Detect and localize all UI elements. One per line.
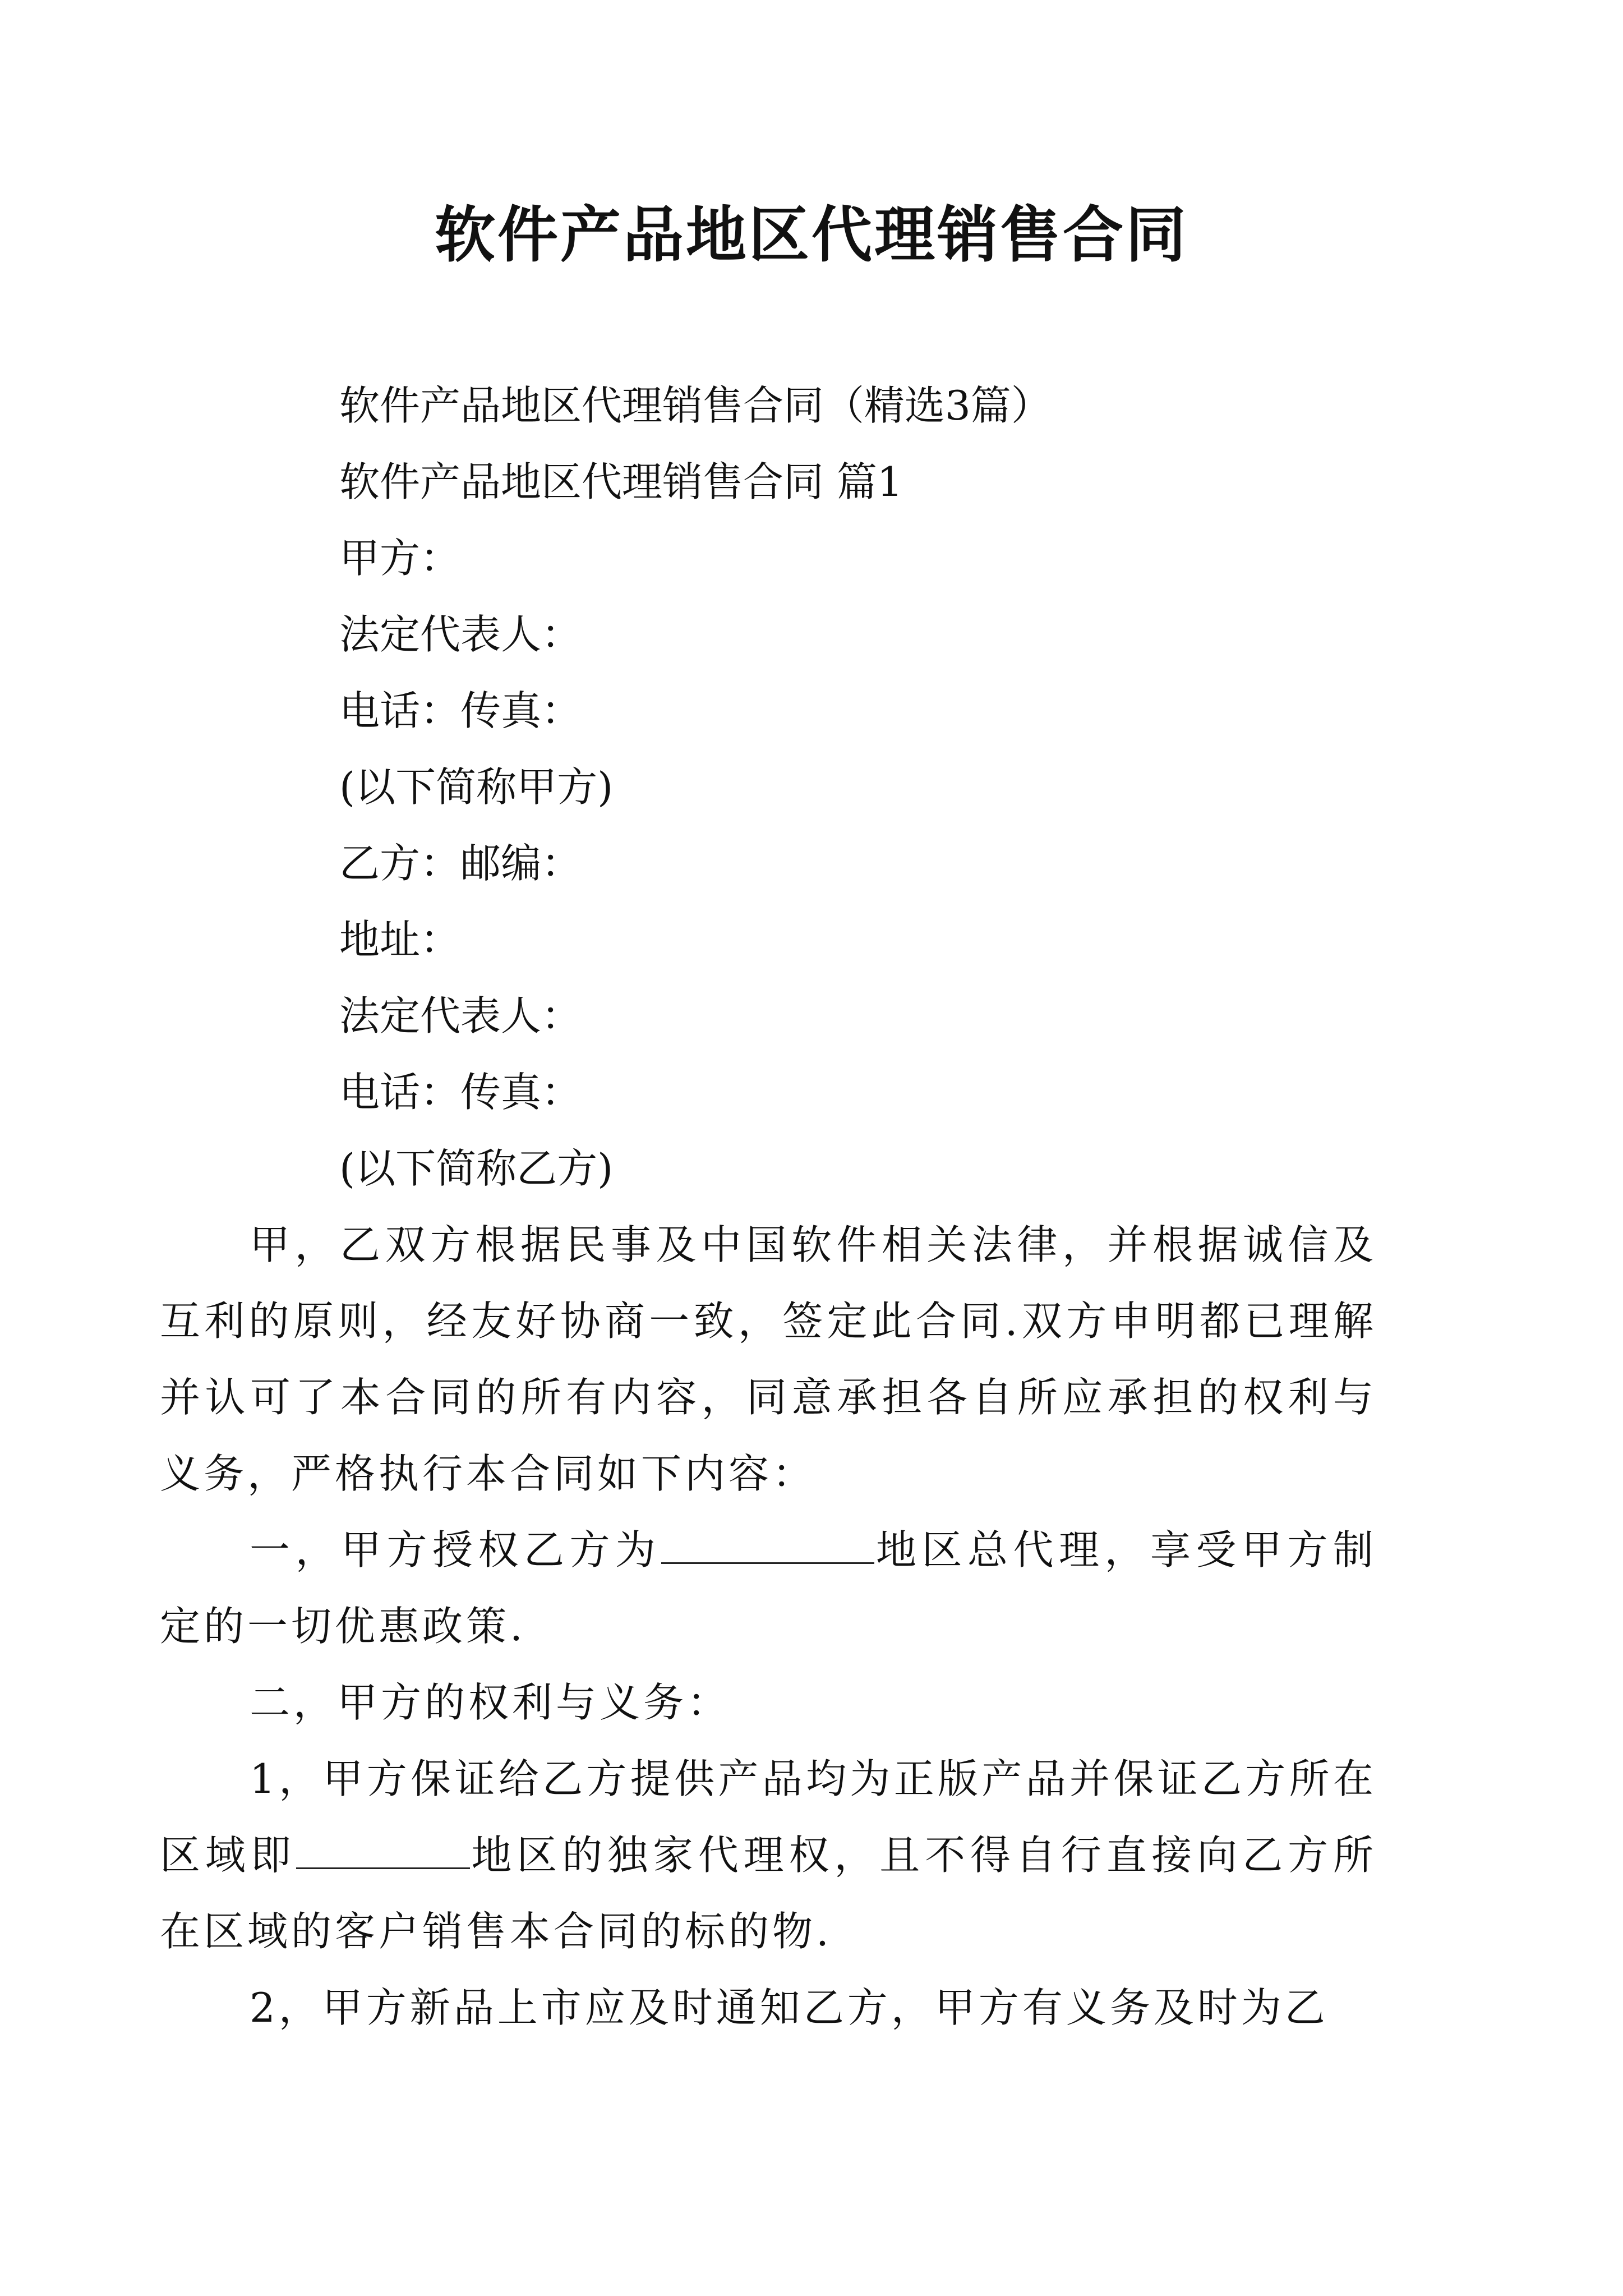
- subtitle-line: 软件产品地区代理销售合同（精选3篇）: [339, 382, 1052, 429]
- region-blank-field[interactable]: [661, 1529, 874, 1564]
- item-1-text-a: 1，甲方保证给乙方提供产品均为正版产品并保证乙方所在区域即: [160, 1755, 1377, 1879]
- party-a-representative: 法定代表人：: [339, 611, 582, 658]
- item-2-paragraph: 2，甲方新品上市应及时通知乙方，甲方有义务及时为乙: [250, 1984, 1329, 2031]
- document-title: 软件产品地区代理销售合同: [434, 200, 1188, 270]
- item-1-text-b: 地区的独家代理权，且不得自行直接向乙方所在区域的客户销售本合同的标的物.: [160, 1832, 1377, 1955]
- party-a-phone-fax: 电话：传真：: [339, 687, 582, 734]
- clause-1-text-b: 地区总代理，享受甲方制定的一切优惠政策.: [160, 1526, 1377, 1650]
- clause-1-text-a: 一，甲方授权乙方为: [250, 1526, 661, 1573]
- party-b-alias: (以下简称乙方): [339, 1145, 614, 1192]
- party-a-alias: (以下简称甲方): [339, 763, 614, 811]
- clause-1-paragraph: [160, 1512, 1377, 1664]
- party-b-address: 地址：: [339, 916, 461, 963]
- document-body: [160, 367, 1377, 2046]
- intro-paragraph: 甲，乙双方根据民事及中国软件相关法律，并根据诚信及互利的原则，经友好协商一致，签定此合同.双方申明都已理解并认可了本合同的所有内容，同意承担各自所应承担的权利与义务，严格执行本合同如下内容：: [160, 1221, 1377, 1497]
- part-heading: 软件产品地区代理销售合同 篇1: [339, 458, 903, 505]
- party-b-representative: 法定代表人：: [339, 992, 582, 1039]
- clause-2-heading: 二，甲方的权利与义务：: [250, 1679, 731, 1726]
- territory-blank-field[interactable]: [296, 1834, 470, 1869]
- party-b-label: 乙方：邮编：: [339, 840, 582, 887]
- item-1-paragraph: [160, 1741, 1377, 1970]
- party-a-label: 甲方：: [339, 535, 461, 582]
- party-b-phone-fax: 电话：传真：: [339, 1069, 582, 1116]
- contract-body: [160, 1207, 1377, 2046]
